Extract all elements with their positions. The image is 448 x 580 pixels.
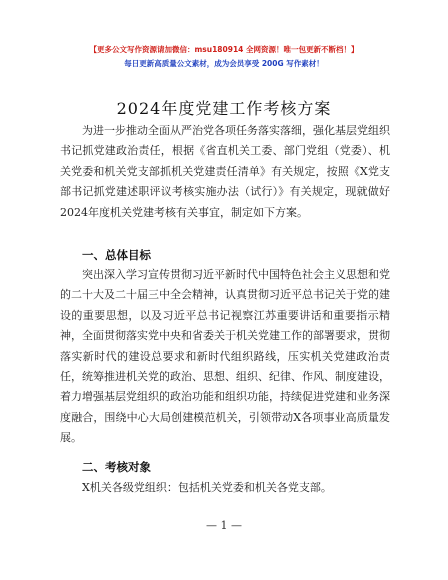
document-title: 2024年度党建工作考核方案 (116, 99, 332, 118)
intro-text: 为进一步推动全面从严治党各项任务落实落细，强化基层党组织书记抓党建政治责任，根据《省直机关工委、部门党组（党委）、机关党委和机关党支部抓机关党建责任清单》有关规定，按照《X党支部书记抓党建述职评议考核实施办法（试行）》有关规定，现就做好2024年度机关党建考核有关事宜，制定如下方案。 (60, 124, 390, 219)
page-number: — 1 — (206, 519, 242, 532)
targets-text: X机关各级党组织：包括机关党委和机关各党支部。 (82, 481, 332, 494)
promo-line-blue: 每日更新高质量公文素材，成为会员享受 200G 写作素材！ (124, 59, 324, 68)
section-heading-targets: 二、考核对象 (82, 460, 151, 474)
objectives-text: 突出深入学习宣传贯彻习近平新时代中国特色社会主义思想和党的二十大及二十届三中全会精神，认真贯彻习近平总书记关于党的建设的重要思想，以及习近平总书记视察江苏重要讲话和重要指示精神，全面贯彻落实党中央和省委关于机关党建工作的部署要求，贯彻落实新时代的建设总要求和新时代组织路线，压实机关党建政治责任，统筹推进机关党的政治、思想、组织、纪律、作风、制度建设，着力增强基层党组织的政治功能和组织功能，持续促进党建和业务深度融合，围绕中心大局创建模范机关，引领带动X各项事业高质量发展。 (60, 268, 390, 445)
section-heading-objectives: 一、总体目标 (82, 248, 151, 262)
intro-paragraph (60, 121, 390, 223)
objectives-paragraph (60, 265, 390, 449)
promo-line-red: 【更多公文写作资源请加微信：msu180914 全网资源！唯一包更新不断档！】 (89, 45, 359, 54)
targets-paragraph (60, 478, 390, 498)
